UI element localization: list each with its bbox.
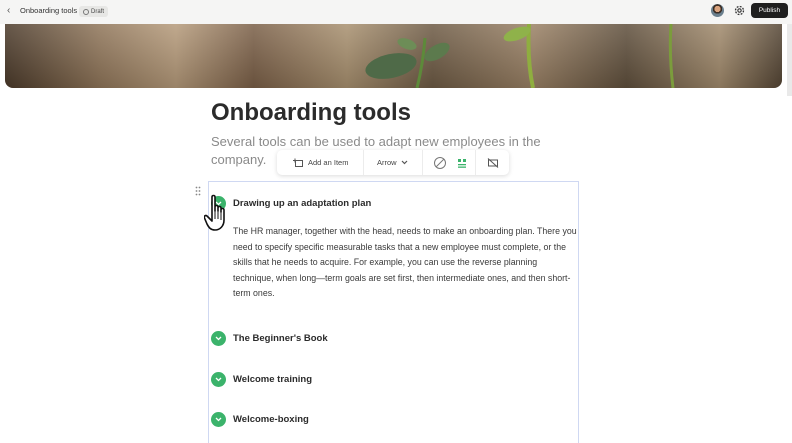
accordion-item-header[interactable] bbox=[211, 372, 312, 387]
arrow-dropdown-label: Arrow bbox=[377, 158, 397, 167]
back-chevron-icon[interactable]: ‹ bbox=[7, 5, 11, 16]
status-badge bbox=[79, 6, 108, 17]
page-subtitle[interactable]: Several tools can be used to adapt new employees in the company. bbox=[211, 134, 541, 167]
plant-illustration bbox=[5, 24, 782, 88]
publish-button[interactable]: Publish bbox=[751, 3, 788, 18]
layout-icon[interactable] bbox=[455, 156, 469, 170]
drag-handle-icon[interactable] bbox=[195, 186, 201, 196]
accordion-item-title: The Beginner's Book bbox=[233, 333, 328, 344]
status-badge-label: Draft bbox=[91, 8, 105, 15]
gear-icon[interactable] bbox=[733, 4, 746, 17]
document-name[interactable]: Onboarding tools bbox=[20, 6, 78, 15]
accordion-item-title: Welcome-boxing bbox=[233, 414, 309, 425]
top-bar bbox=[0, 0, 792, 24]
accordion-item-body[interactable]: The HR manager, together with the head, needs to make an onboarding plan. There you need to specify specific measurable tasks that a new employee must complete, or the skills that he needs to acquire. For example, you can use the reverse planning technique, when long—term goals are set first, then intermediate ones, and then short-term ones. bbox=[233, 226, 577, 298]
scrollbar[interactable] bbox=[787, 24, 792, 96]
add-item-label: Add an Item bbox=[308, 158, 349, 167]
add-item-button[interactable] bbox=[293, 158, 348, 167]
cover-image[interactable] bbox=[5, 24, 782, 88]
accordion-item-header[interactable] bbox=[211, 412, 309, 427]
chevron-down-icon bbox=[401, 160, 408, 165]
floating-toolbar bbox=[277, 150, 509, 175]
hide-icon[interactable] bbox=[486, 156, 500, 170]
chevron-down-icon[interactable] bbox=[211, 372, 226, 387]
avatar[interactable] bbox=[711, 4, 724, 17]
add-item-icon bbox=[293, 158, 303, 167]
toolbar-divider bbox=[363, 150, 364, 175]
chevron-down-icon[interactable] bbox=[211, 331, 226, 346]
chevron-down-icon[interactable] bbox=[211, 412, 226, 427]
hand-cursor-icon bbox=[204, 193, 238, 233]
page-title[interactable]: Onboarding tools bbox=[211, 99, 411, 126]
accordion-item-title: Drawing up an adaptation plan bbox=[233, 198, 372, 209]
accordion-item-header[interactable] bbox=[211, 331, 328, 346]
toolbar-divider bbox=[475, 150, 476, 175]
selected-accordion-block[interactable] bbox=[208, 181, 579, 443]
accordion-item-title: Welcome training bbox=[233, 374, 313, 385]
no-fill-icon[interactable] bbox=[433, 156, 447, 170]
toolbar-divider bbox=[422, 150, 423, 175]
arrow-dropdown[interactable] bbox=[377, 158, 408, 167]
draft-status-icon bbox=[83, 9, 89, 15]
